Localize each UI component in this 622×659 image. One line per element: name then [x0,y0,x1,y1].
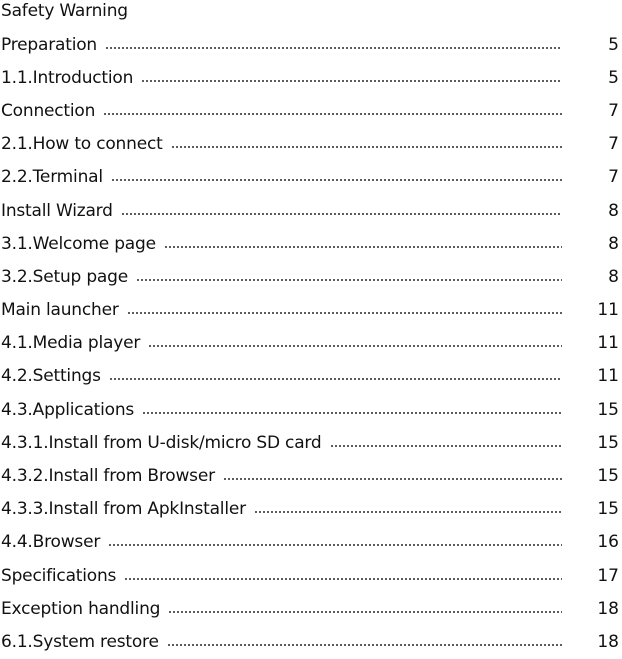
dot-leader [223,478,562,480]
dot-leader [121,213,562,215]
toc-entry-page-number: 5 [608,34,619,55]
toc-entry[interactable] [0,194,622,227]
toc-entry-page-number: 15 [597,466,619,487]
toc-entry-label: 4.3.Applications [1,399,135,420]
toc-entry-label: Preparation [1,34,98,55]
toc-entry-page-number: 11 [597,366,619,387]
toc-entry-label: 4.3.1.Install from U-disk/micro SD card [1,432,322,453]
toc-entry-label: 4.2.Settings [1,366,101,387]
toc-entry-page-number: 8 [608,233,619,254]
toc-heading: Safety Warning [1,1,128,21]
toc-entry[interactable] [0,327,622,360]
dot-leader [103,113,562,115]
toc-entry[interactable] [0,526,622,559]
toc-entry-label: 4.1.Media player [1,333,141,354]
dot-leader [142,412,562,414]
toc-entry[interactable] [0,294,622,327]
toc-entry[interactable] [0,61,622,94]
toc-entry-page-number: 18 [597,631,619,652]
dot-leader [141,80,562,82]
toc-entry[interactable] [0,493,622,526]
dot-leader [127,312,562,314]
toc-entry[interactable] [0,393,622,426]
toc-entry[interactable] [0,128,622,161]
toc-entry[interactable] [0,360,622,393]
toc-entry-label: 6.1.System restore [1,631,159,652]
toc-entry-page-number: 7 [608,100,619,121]
dot-leader [254,511,562,513]
toc-entry-label: Main launcher [1,300,119,321]
dot-leader [105,47,562,49]
toc-entry-label: 2.1.How to connect [1,134,163,155]
toc-entry[interactable] [0,592,622,625]
dot-leader [168,611,562,613]
toc-entry-label: 4.3.3.Install from ApkInstaller [1,499,246,520]
toc-entry[interactable] [0,227,622,260]
toc-entry[interactable] [0,94,622,127]
toc-entry[interactable] [0,426,622,459]
toc-entry-page-number: 8 [608,266,619,287]
dot-leader [167,644,562,646]
dot-leader [108,544,562,546]
dot-leader [171,146,562,148]
toc-entry[interactable] [0,559,622,592]
dot-leader [136,279,562,281]
toc-entry-page-number: 11 [597,333,619,354]
toc-entry-label: 2.2.Terminal [1,167,103,188]
toc-entry-page-number: 7 [608,134,619,155]
toc-entries [0,28,622,659]
toc-entry-page-number: 8 [608,200,619,221]
dot-leader [148,345,562,347]
toc-entry-label: 4.4.Browser [1,532,101,553]
toc-entry-page-number: 18 [597,598,619,619]
toc-entry[interactable] [0,625,622,658]
toc-entry-label: Specifications [1,565,117,586]
toc-entry-page-number: 17 [597,565,619,586]
toc-entry-page-number: 15 [597,499,619,520]
toc-entry[interactable] [0,459,622,492]
toc-entry-label: Install Wizard [1,200,113,221]
dot-leader [330,445,562,447]
toc-entry-page-number: 15 [597,432,619,453]
toc-entry[interactable] [0,260,622,293]
toc-entry-page-number: 5 [608,67,619,88]
toc-entry-page-number: 7 [608,167,619,188]
toc-entry-label: Exception handling [1,598,161,619]
dot-leader [109,378,562,380]
toc-entry[interactable] [0,28,622,61]
toc-entry[interactable] [0,161,622,194]
toc-entry-label: 3.1.Welcome page [1,233,156,254]
toc-entry-page-number: 11 [597,300,619,321]
toc-entry-label: Connection [1,100,96,121]
toc-entry-label: 3.2.Setup page [1,266,128,287]
dot-leader [111,179,562,181]
toc-entry-page-number: 15 [597,399,619,420]
dot-leader [164,246,562,248]
toc-entry-page-number: 16 [597,532,619,553]
toc-entry-label: 4.3.2.Install from Browser [1,466,215,487]
toc-entry-label: 1.1.Introduction [1,67,134,88]
dot-leader [124,578,562,580]
